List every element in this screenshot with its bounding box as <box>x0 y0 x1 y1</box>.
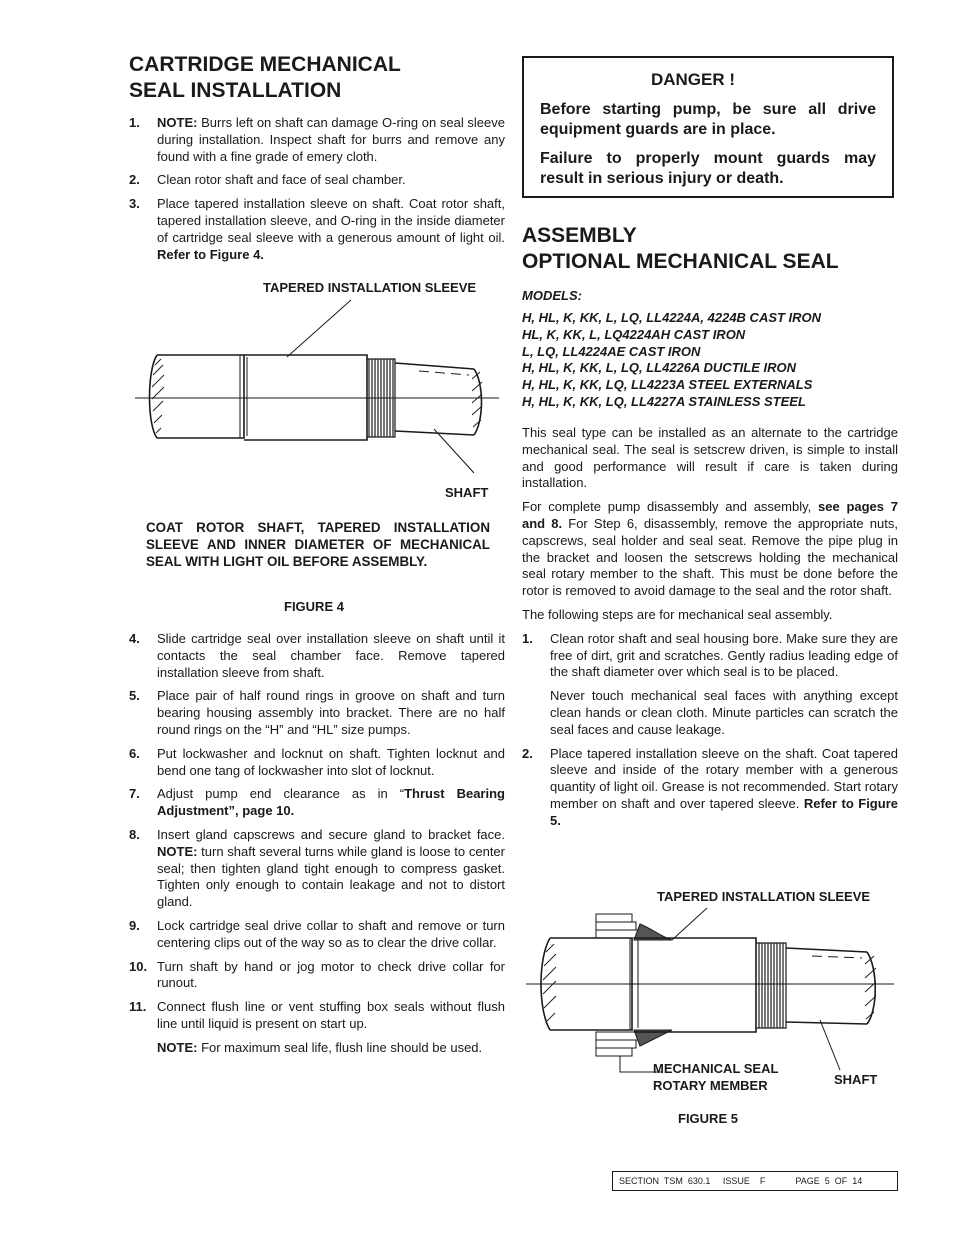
step-text: Clean rotor shaft and face of seal chamber. <box>157 172 406 188</box>
figure-reference: Refer to Figure 5. <box>550 795 898 828</box>
step-7 <box>129 786 505 820</box>
figure-4-diagram <box>129 275 505 505</box>
model-line: HL, K, KK, L, LQ4224AH CAST IRON <box>522 326 746 342</box>
step-text-cont: turn shaft several turns while gland is loose to center seal; then tighten gland tight enough to compress gasket. Tighten only enough to contain leakage and not to distort gland. <box>157 843 505 910</box>
step-6 <box>129 746 505 780</box>
step-2 <box>129 172 505 189</box>
intro-paragraph: This seal type can be installed as an alternate to the cartridge mechanical seal. The seal is setscrew driven, is simple to install and good performance will result if care is taken during installation. <box>522 425 898 491</box>
figure-5-diagram <box>522 880 898 1130</box>
step-text: Place tapered installation sleeve on the shaft. Coat tapered sleeve and inside of the rotary member with a generous quantity of light oil. Grease is not recommended. Start rotary member on shaft and over tapered sleeve. <box>550 745 898 811</box>
step-number: 2. <box>522 745 533 761</box>
danger-box <box>522 56 894 198</box>
model-line: H, HL, K, KK, LQ, LL4227A STAINLESS STEEL <box>522 393 806 409</box>
step-text-warning: Never touch mechanical seal faces with anything except clean hands or clean cloth. Minute particles can scratch the seal faces and cause leakage. <box>550 688 898 737</box>
step-number: 3. <box>129 196 140 212</box>
model-line: H, HL, K, KK, L, LQ, LL4224A, 4224B CAST IRON <box>522 310 822 325</box>
label-tapered-sleeve: TAPERED INSTALLATION SLEEVE <box>263 280 477 295</box>
danger-text-1: Before starting pump, be sure all drive equipment guards are in place. <box>540 101 876 138</box>
note-lead: NOTE: <box>157 115 198 130</box>
step-number: 10. <box>129 958 148 974</box>
step-number: 2. <box>129 172 140 188</box>
step-number: 6. <box>129 745 140 761</box>
step-text: Connect flush line or vent stuffing box seals without flush line until liquid is present on start up. <box>157 999 505 1031</box>
title-line-1: ASSEMBLY <box>522 224 637 247</box>
step-text: Place tapered installation sleeve on shaft. Coat rotor shaft, tapered installation sleeve, and O-ring in the inside diameter of cartridge seal sleeve with a generous amount of light oil. <box>157 196 505 245</box>
final-note <box>129 1040 505 1057</box>
title-line-2: OPTIONAL MECHANICAL SEAL <box>522 250 839 273</box>
note-text: For maximum seal life, flush line should be used. <box>197 1039 483 1055</box>
steps-group-a <box>129 115 505 263</box>
label-rotary-line-1: MECHANICAL SEAL <box>653 1061 779 1076</box>
step-text: Put lockwasher and locknut on shaft. Tighten locknut and bend one tang of lockwasher into slot of locknut. <box>157 745 505 778</box>
model-line: H, HL, K, KK, L, LQ, LL4226A DUCTILE IRON <box>522 360 796 376</box>
label-rotary-line-2: ROTARY MEMBER <box>653 1078 768 1093</box>
step-number: 9. <box>129 917 140 933</box>
step-number: 1. <box>129 115 140 130</box>
label-shaft: SHAFT <box>834 1072 878 1087</box>
step-8 <box>129 827 505 911</box>
para-text: For complete pump disassembly and assembly, <box>522 499 819 515</box>
step-text: Insert gland capscrews and secure gland to bracket face. <box>157 826 505 842</box>
danger-text-2: Failure to properly mount guards may result in serious injury or death. <box>540 150 876 187</box>
step-text: Slide cartridge seal over installation sleeve on shaft until it contacts the seal chamber face. Remove tapered installation sleeve from shaft. <box>157 631 505 680</box>
label-shaft: SHAFT <box>445 485 489 500</box>
disassembly-paragraph <box>522 499 898 600</box>
step-1 <box>129 115 505 165</box>
section-title-cartridge <box>129 52 505 104</box>
step-9 <box>129 918 505 952</box>
step-11 <box>129 999 505 1033</box>
section-reference: Thrust Bearing Adjustment”, page 10. <box>157 786 505 819</box>
models-label: MODELS: <box>522 288 582 303</box>
para-text-cont: For Step 6, disassembly, remove the appropriate nuts, capscrews, seal holder and seal seat. Remove the pipe plug in the bracket and loosen the setscrews holding the mechanical seal rotary member to the shaft. This must be done before the rotor is removed to avoid damage to the seal and the rotor shaft. <box>522 515 898 599</box>
page-reference: see pages 7 and 8. <box>522 499 898 531</box>
assembly-step-1 <box>522 631 898 739</box>
step-number: 5. <box>129 688 140 704</box>
step-10 <box>129 959 505 993</box>
models-list <box>522 310 898 411</box>
step-number: 8. <box>129 826 140 842</box>
title-line-1: CARTRIDGE MECHANICAL <box>129 53 401 76</box>
step-3 <box>129 196 505 263</box>
step-4 <box>129 631 505 681</box>
steps-intro: The following steps are for mechanical seal assembly. <box>522 606 833 622</box>
section-title-assembly <box>522 223 898 275</box>
note-lead: NOTE: <box>157 1039 198 1055</box>
step-text: Clean rotor shaft and seal housing bore. Make sure they are free of dirt, grit and scratches. Gently radius leading edge of the shaft diameter over which seal is to be placed. <box>550 630 898 680</box>
step-number: 1. <box>522 630 533 646</box>
step-text: Burrs left on shaft can damage O-ring on seal sleeve during installation. Inspect shaft for burrs and remove any found with a fine grade of emery cloth. <box>157 115 505 164</box>
title-line-2: SEAL INSTALLATION <box>129 79 342 102</box>
danger-title: DANGER ! <box>650 70 736 89</box>
figure-5-caption: FIGURE 5 <box>678 1111 738 1126</box>
assembly-step-2 <box>522 746 898 830</box>
note-lead: NOTE: <box>157 843 198 859</box>
step-text: Lock cartridge seal drive collar to shaft and remove or turn centering clips out of the way so as to clear the drive collar. <box>157 917 505 950</box>
model-line: H, HL, K, KK, LQ, LL4223A STEEL EXTERNALS <box>522 377 813 393</box>
step-5 <box>129 688 505 738</box>
assembly-body <box>522 425 898 830</box>
step-text: Turn shaft by hand or jog motor to check drive collar for runout. <box>157 958 505 991</box>
figure-4-caption: FIGURE 4 <box>284 599 344 614</box>
page-footer: SECTION TSM 630.1 ISSUE F PAGE 5 OF 14 <box>612 1171 898 1191</box>
step-number: 11. <box>129 999 147 1015</box>
step-number: 4. <box>129 631 140 646</box>
figure-reference: Refer to Figure 4. <box>157 246 264 262</box>
model-line: L, LQ, LL4224AE CAST IRON <box>522 343 701 359</box>
figure-4-note: COAT ROTOR SHAFT, TAPERED INSTALLATION SLEEVE AND INNER DIAMETER OF MECHANICAL SEAL WITH LIGHT OIL BEFORE ASSEMBLY. <box>146 520 490 569</box>
step-number: 7. <box>129 786 140 802</box>
label-tapered-sleeve: TAPERED INSTALLATION SLEEVE <box>657 889 871 904</box>
step-text: Place pair of half round rings in groove on shaft and turn bearing housing assembly into bracket. There are no half round rings on the “H” and “HL” size pumps. <box>157 688 505 737</box>
step-text: Adjust pump end clearance as in “ <box>157 786 405 802</box>
steps-group-b <box>129 631 505 1057</box>
